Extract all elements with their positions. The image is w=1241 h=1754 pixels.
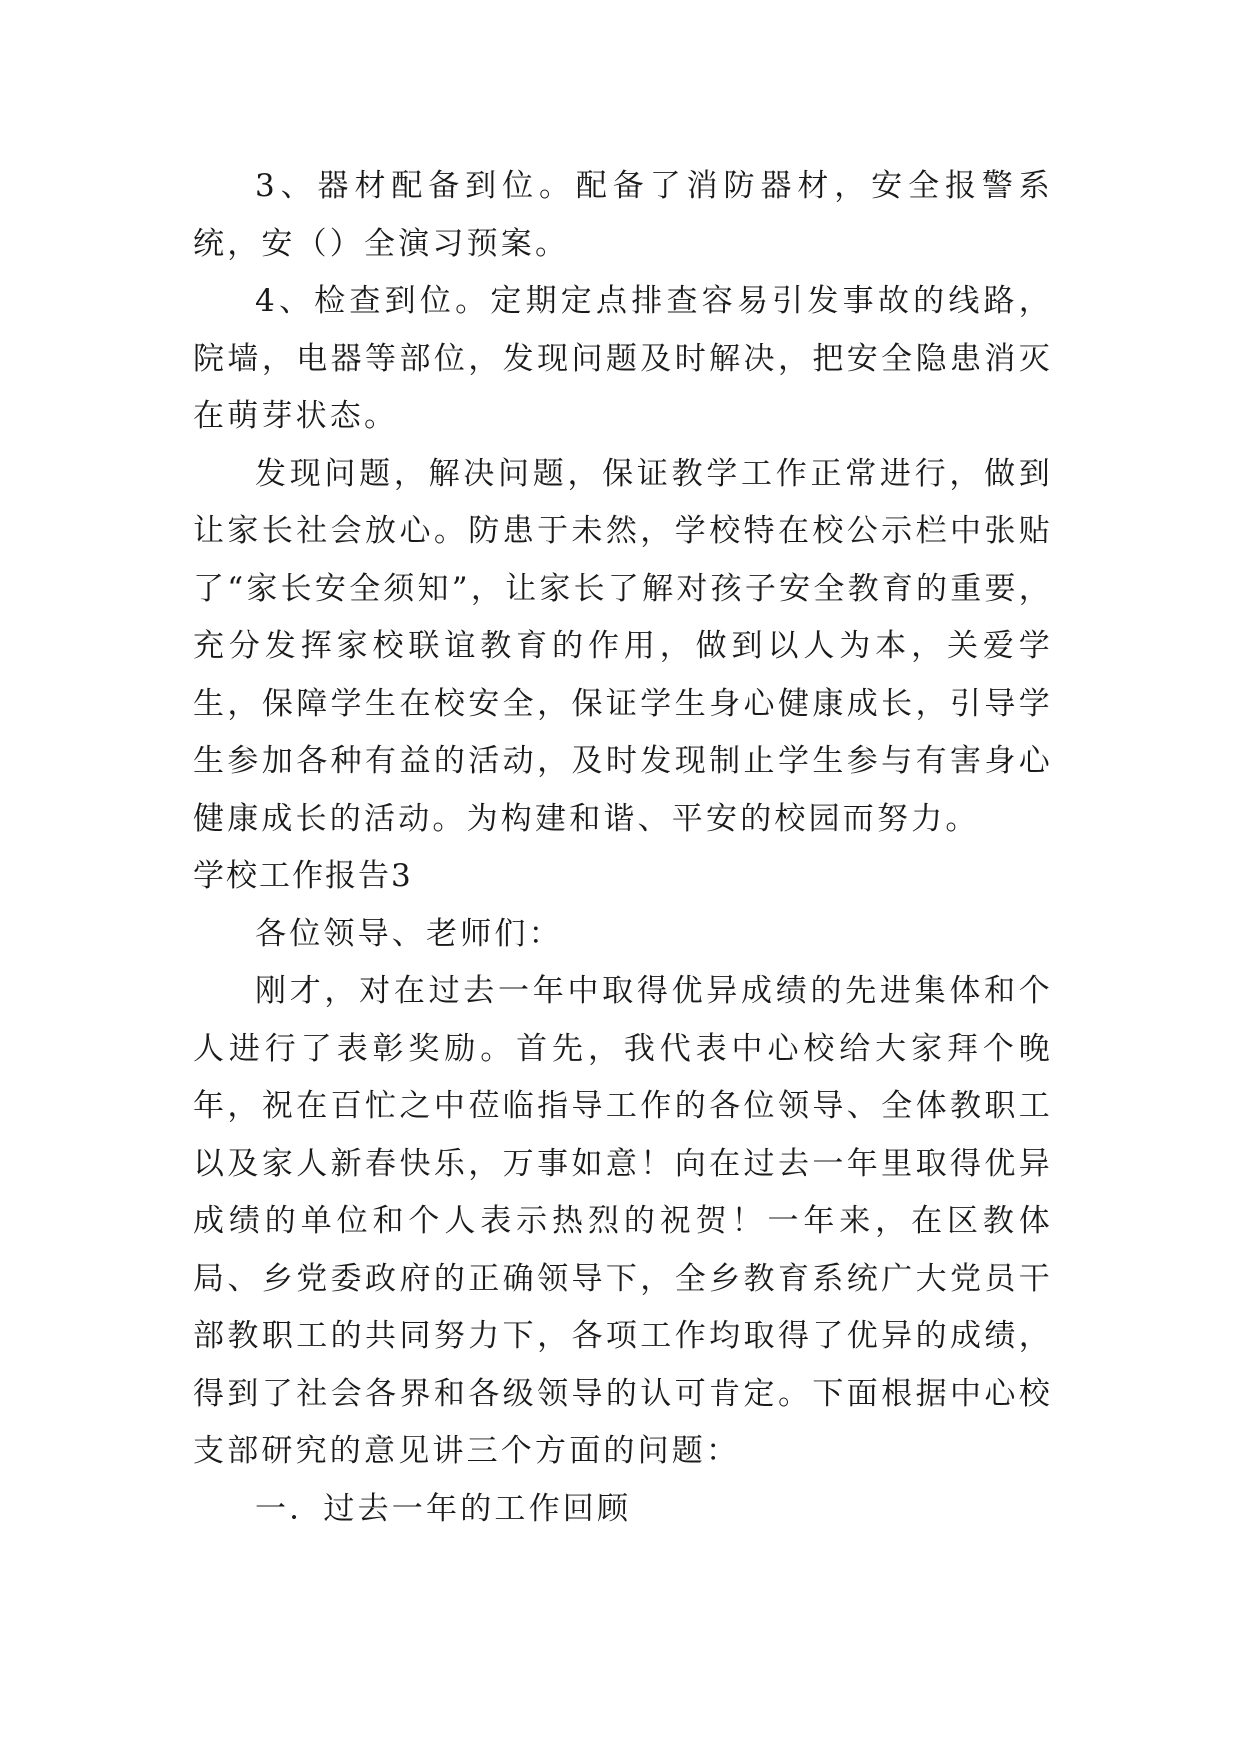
paragraph-opening-remarks: 刚才，对在过去一年中取得优异成绩的先进集体和个人进行了表彰奖励。首先，我代表中心校给大家拜个晚年，祝在百忙之中莅临指导工作的各位领导、全体教职工以及家人新春快乐，万事如意！向在过去一年里取得优异成绩的单位和个人表示热烈的祝贺！一年来，在区教体局、乡党委政府的正确领导下，全乡教育系统广大党员干部教职工的共同努力下，各项工作均取得了优异的成绩，得到了社会各界和各级领导的认可肯定。下面根据中心校支部研究的意见讲三个方面的问题：: [193, 973, 1053, 1469]
paragraph-problem-solving: 发现问题，解决问题，保证教学工作正常进行，做到让家长社会放心。防患于未然，学校特在校公示栏中张贴了“家长安全须知”，让家长了解对孩子安全教育的重要，充分发挥家校联谊教育的作用，做到以人为本，关爱学生，保障学生在校安全，保证学生身心健康成长，引导学生参加各种有益的活动，及时发现制止学生参与有害身心健康成长的活动。为构建和谐、平安的校园而努力。: [193, 455, 1053, 837]
paragraph-salutation: 各位领导、老师们：: [255, 915, 563, 952]
paragraph-section-heading: 一．过去一年的工作回顾: [255, 1490, 632, 1527]
paragraph-inspection: 4、检查到位。定期定点排查容易引发事故的线路，院墙，电器等部位，发现问题及时解决，把安全隐患消灭在萌芽状态。: [193, 283, 1053, 434]
section-title: 学校工作报告3: [193, 858, 413, 894]
paragraph-equipment: 3、器材配备到位。配备了消防器材，安全报警系统，安（）全演习预案。: [193, 168, 1053, 262]
document-body: [193, 158, 1053, 1538]
